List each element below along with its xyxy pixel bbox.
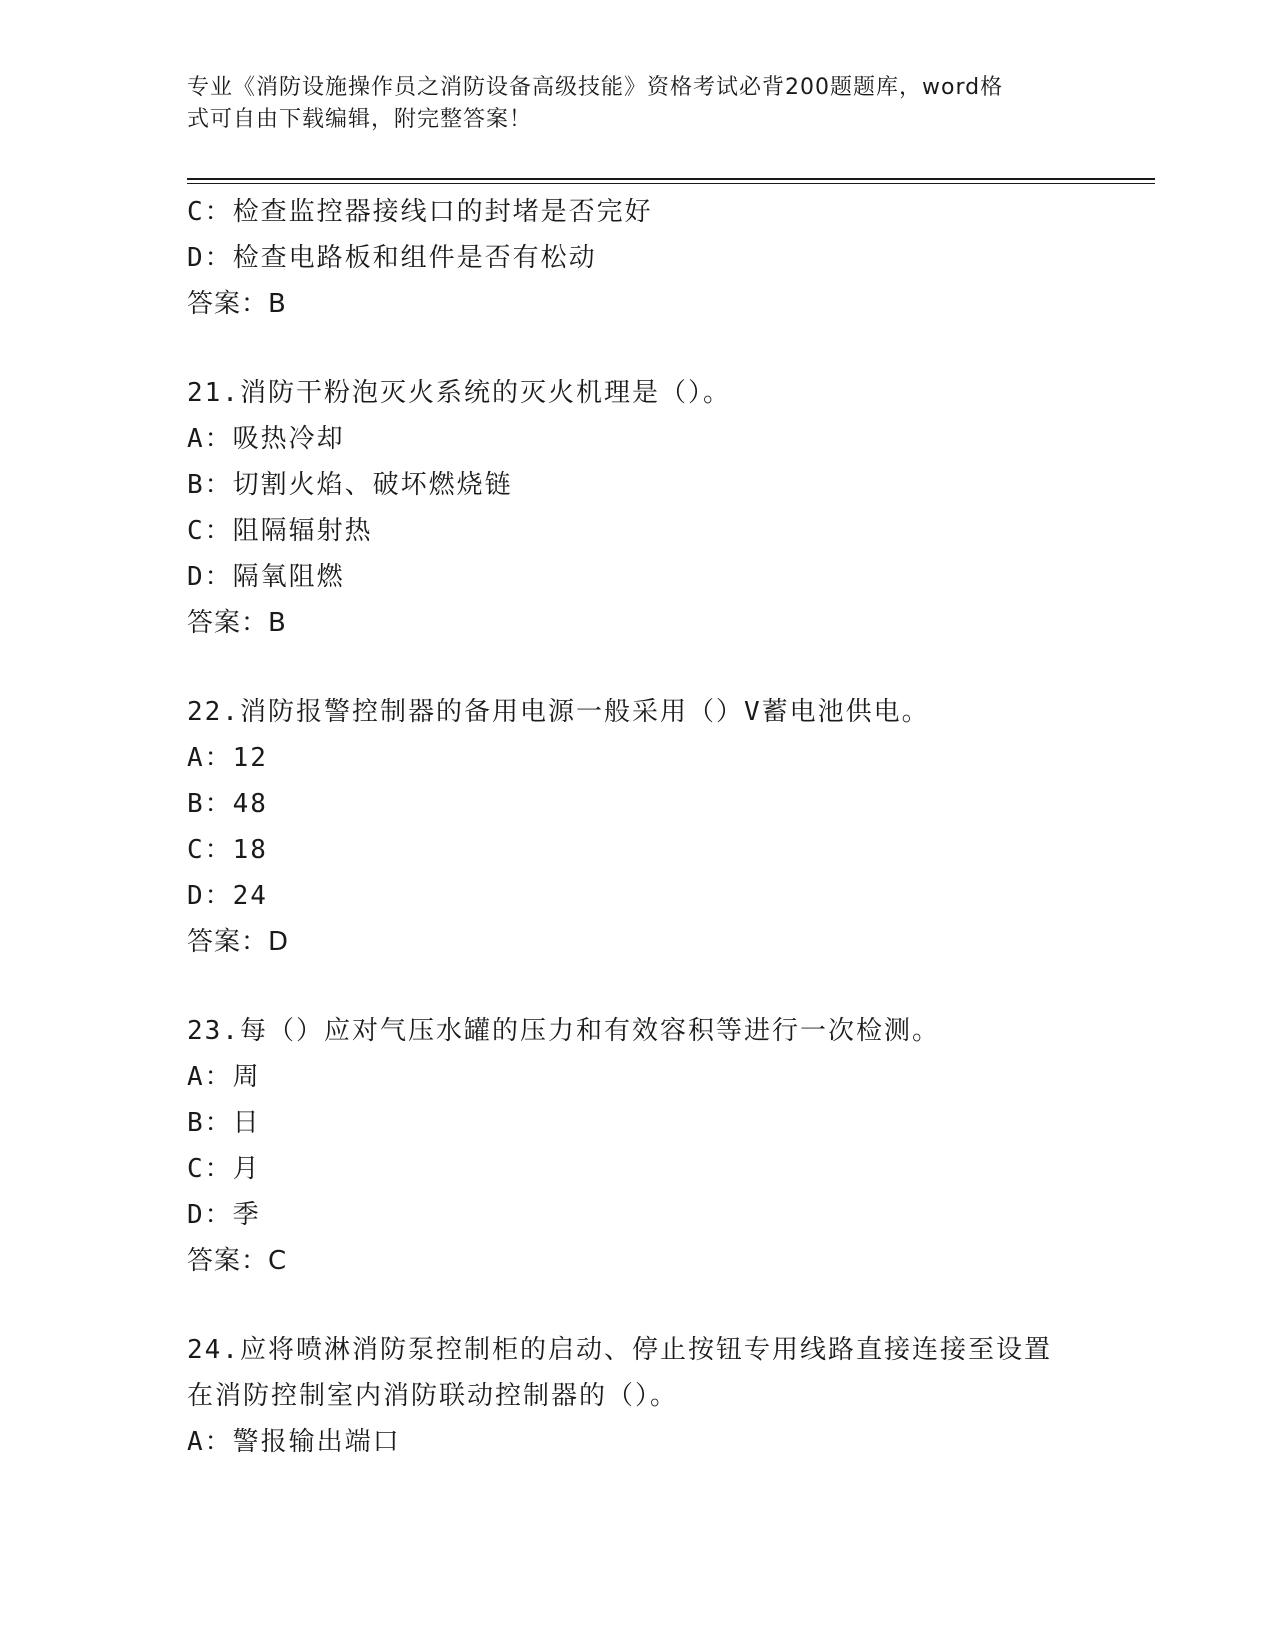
option-c: C：18 <box>187 835 268 865</box>
option-b: B：48 <box>187 789 268 819</box>
option-c: C：检查监控器接线口的封堵是否完好 <box>187 197 653 227</box>
option-d: D：隔氧阻燃 <box>187 562 345 592</box>
question-23 <box>187 1008 1087 1284</box>
question-stem-line-1: 24.应将喷淋消防泵控制柜的启动、停止按钮专用线路直接连接至设置 <box>187 1335 1052 1365</box>
option-b: B：日 <box>187 1108 261 1138</box>
document-header <box>187 72 1067 136</box>
question-24 <box>187 1327 1087 1465</box>
option-a: A：吸热冷却 <box>187 424 345 454</box>
answer-line: 答案：B <box>187 289 287 319</box>
question-20-continued <box>187 189 1087 327</box>
option-a: A：12 <box>187 743 268 773</box>
question-stem: 22.消防报警控制器的备用电源一般采用（）V蓄电池供电。 <box>187 697 930 727</box>
question-stem: 21.消防干粉泡灭火系统的灭火机理是（）。 <box>187 378 731 408</box>
answer-line: 答案：B <box>187 608 287 638</box>
spacer <box>187 965 1087 1008</box>
question-list <box>187 189 1087 1465</box>
question-22 <box>187 689 1087 965</box>
header-divider-thick <box>187 178 1155 180</box>
spacer <box>187 1284 1087 1327</box>
answer-line: 答案：C <box>187 1246 288 1276</box>
option-a: A：警报输出端口 <box>187 1427 401 1457</box>
option-d: D：检查电路板和组件是否有松动 <box>187 243 597 273</box>
answer-line: 答案：D <box>187 927 290 957</box>
header-title-line-1: 专业《消防设施操作员之消防设备高级技能》资格考试必背200题题库，word格 <box>187 75 1004 100</box>
spacer <box>187 646 1087 689</box>
option-d: D：季 <box>187 1200 261 1230</box>
question-stem: 23.每（）应对气压水罐的压力和有效容积等进行一次检测。 <box>187 1016 940 1046</box>
option-a: A：周 <box>187 1062 261 1092</box>
question-21 <box>187 370 1087 646</box>
question-stem-line-2: 在消防控制室内消防联动控制器的（）。 <box>187 1381 679 1411</box>
option-c: C：月 <box>187 1154 261 1184</box>
option-b: B：切割火焰、破坏燃烧链 <box>187 470 513 500</box>
header-divider-thin <box>187 183 1155 184</box>
option-c: C：阻隔辐射热 <box>187 516 373 546</box>
spacer <box>187 327 1087 370</box>
option-d: D：24 <box>187 881 268 911</box>
header-title-line-2: 式可自由下载编辑，附完整答案！ <box>187 107 533 132</box>
